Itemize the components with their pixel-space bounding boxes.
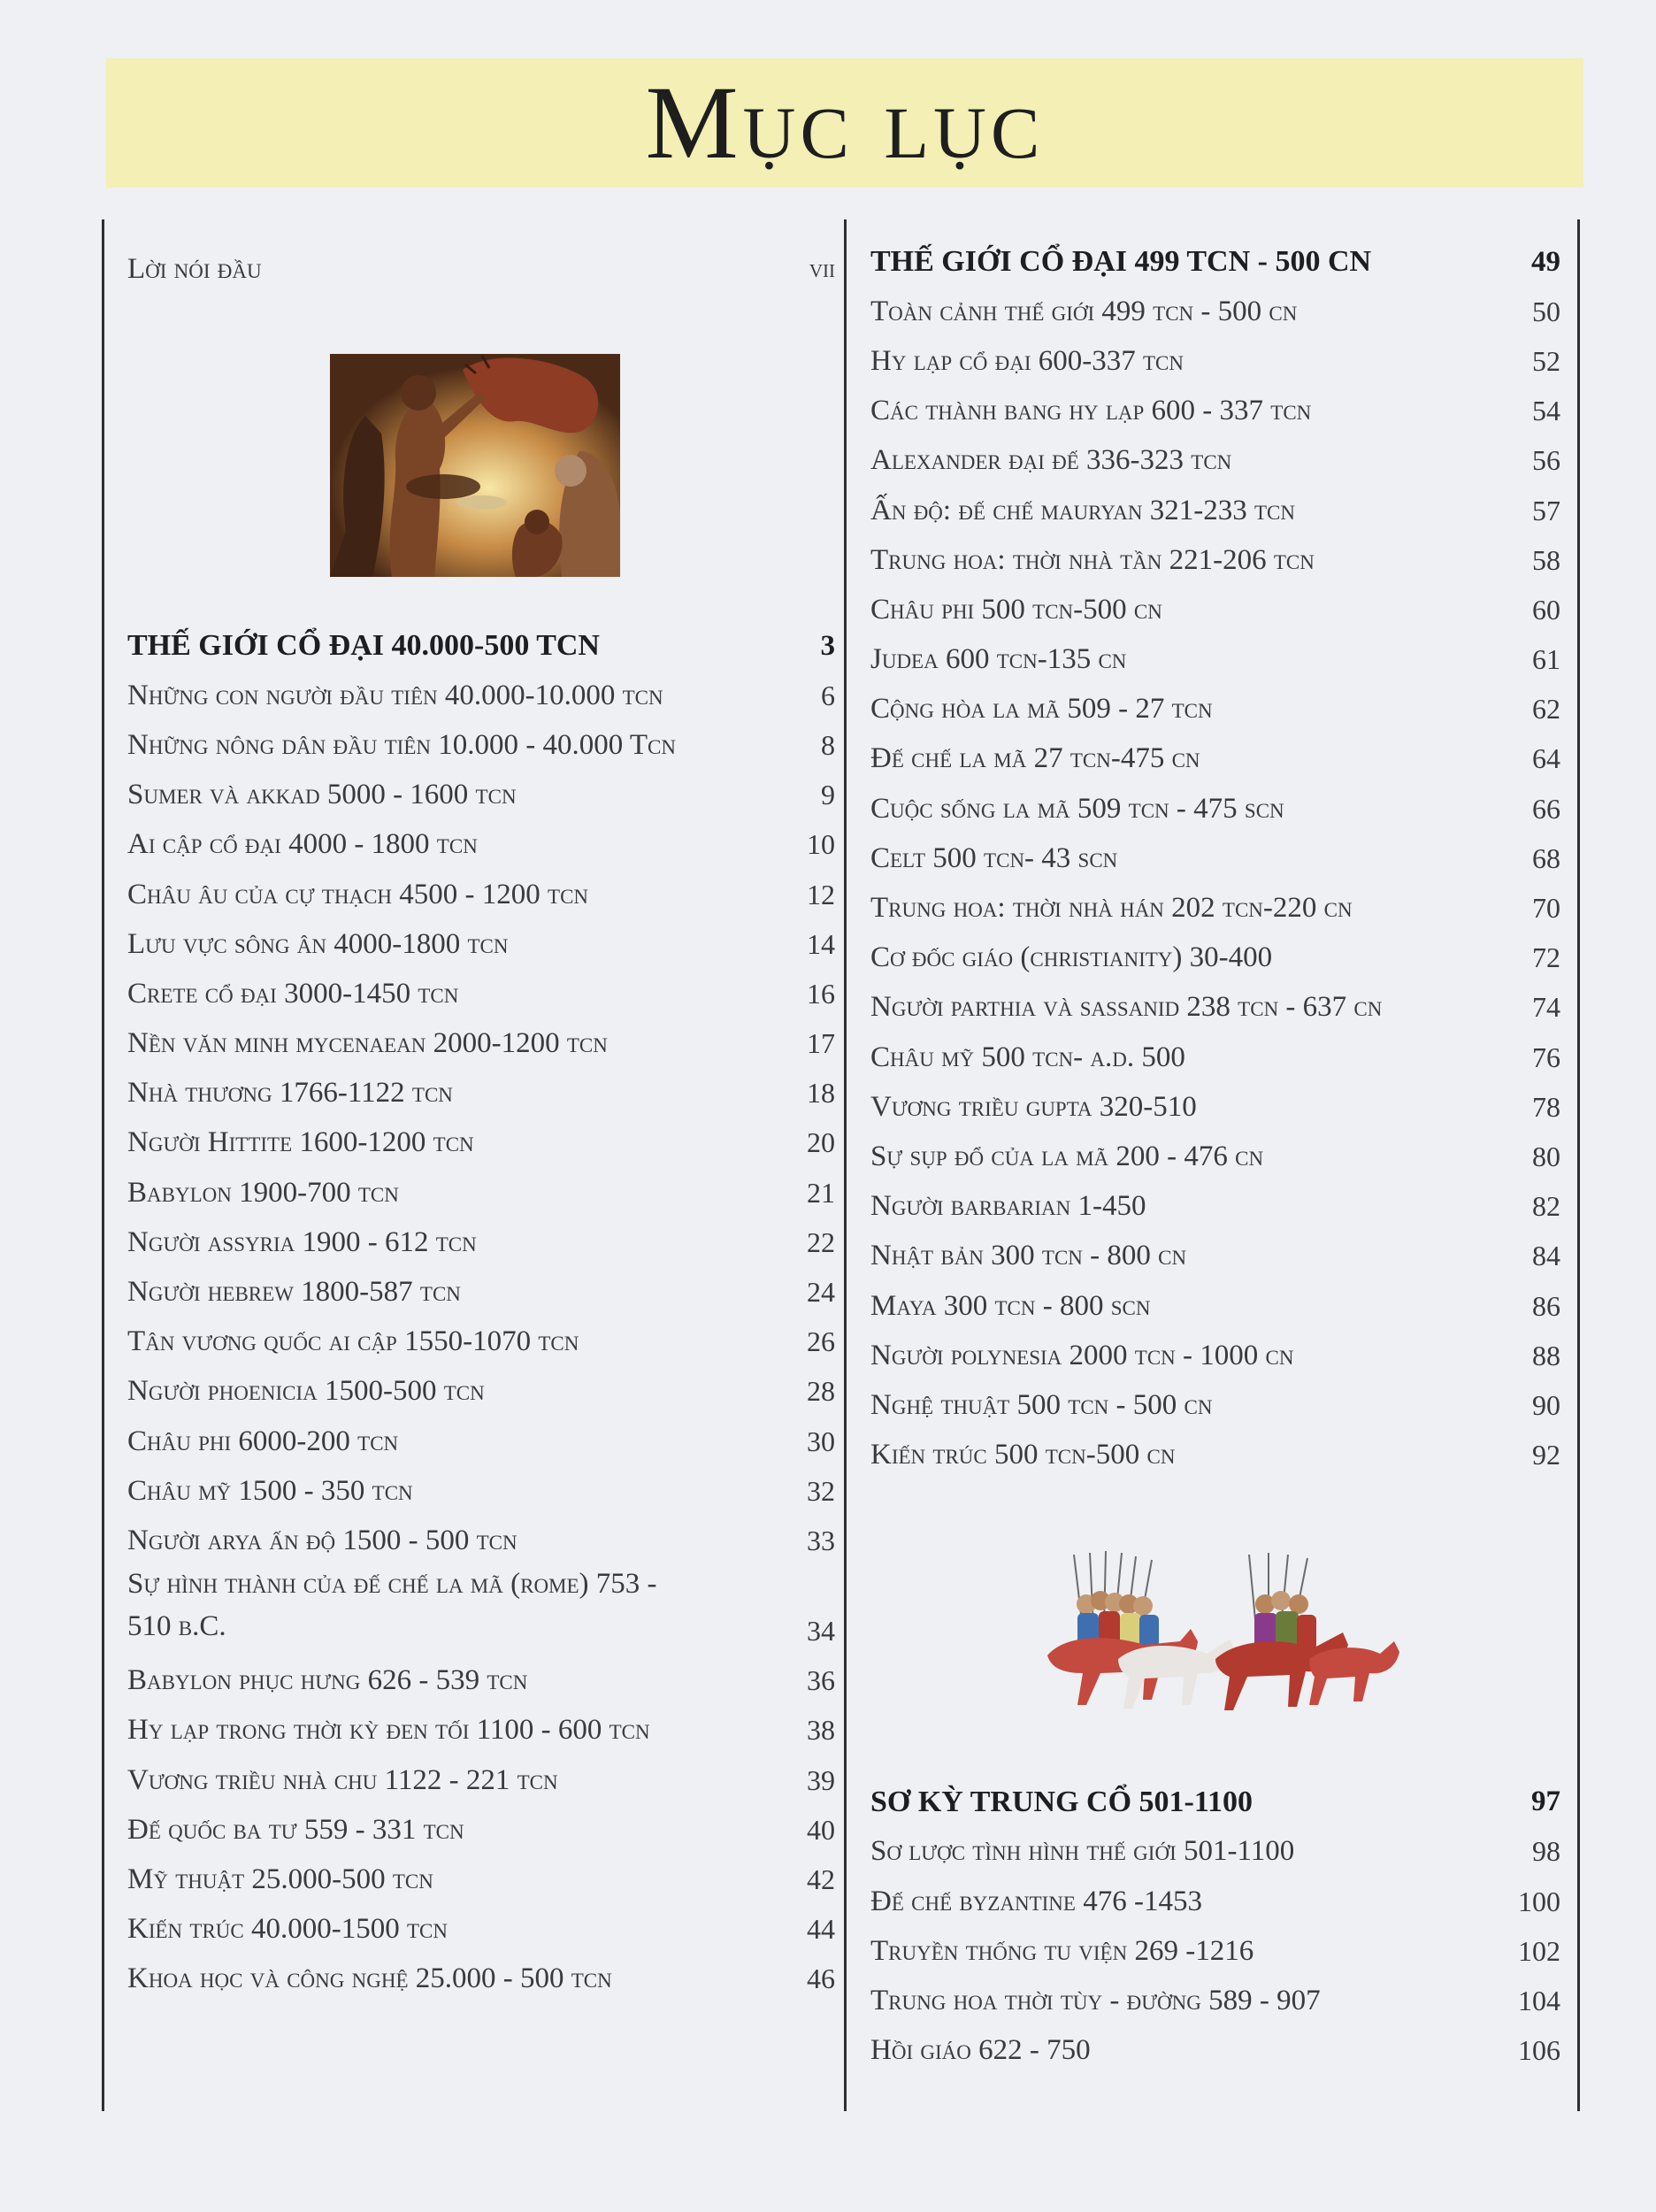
toc-entry[interactable] [870,387,1560,436]
toc-entry[interactable] [127,1755,835,1805]
toc-entry-page: 66 [1532,792,1560,825]
toc-entry-page: 38 [807,1714,835,1747]
section-heading-title: THẾ GIỚI CỔ ĐẠI 499 TCN - 500 CN [870,245,1372,279]
toc-entry-page: 42 [807,1863,835,1895]
toc-entry[interactable] [870,1232,1560,1281]
toc-entry[interactable] [870,535,1560,585]
toc-entry-title: Hy lạp cổ đại 600-337 tcn [870,344,1184,377]
toc-entry-title: Đế quốc ba tư 559 - 331 tcn [127,1813,464,1846]
toc-entry-page: 14 [807,927,835,960]
toc-entry-page: 58 [1532,543,1560,576]
right-rule [1577,219,1580,2111]
toc-entry-title: Người Hittite 1600-1200 tcn [127,1126,474,1159]
toc-entry[interactable] [127,1566,835,1656]
toc-entry[interactable] [127,1417,835,1466]
toc-entry-page: 56 [1532,444,1560,477]
toc-entry[interactable] [127,1267,835,1317]
toc-entry-title: Sự hình thành của đế chế la mã (rome) 753 - 510 b.C. [127,1567,657,1642]
toc-entry-title: Người polynesia 2000 tcn - 1000 cn [870,1339,1294,1371]
toc-entry[interactable] [870,585,1560,634]
toc-entry-page: 6 [821,679,835,711]
left-rule [102,219,104,2111]
toc-entry-title: Ai cập cổ đại 4000 - 1800 tcn [127,828,478,861]
toc-entry[interactable] [127,1317,835,1367]
toc-entry[interactable] [127,1706,835,1755]
toc-entry-title: Kiến trúc 500 tcn-500 cn [870,1439,1176,1471]
toc-entry[interactable] [127,720,835,770]
toc-entry-title: Nghệ thuật 500 tcn - 500 cn [870,1388,1213,1421]
toc-entry[interactable] [870,336,1560,386]
toc-entry[interactable] [870,734,1560,784]
toc-entry[interactable] [870,1132,1560,1181]
title-band [106,58,1583,188]
toc-entry-page: 74 [1532,991,1560,1024]
section-heading-title: THẾ GIỚI CỔ ĐẠI 40.000-500 TCN [127,629,600,663]
toc-entry-page: 80 [1532,1140,1560,1172]
toc-entry-page: 82 [1532,1190,1560,1223]
toc-entry[interactable] [127,919,835,969]
toc-entry-title: Nền văn minh mycenaean 2000-1200 tcn [127,1027,608,1060]
toc-entry-page: 78 [1532,1090,1560,1123]
section-heading-page: 97 [1531,1786,1560,1818]
toc-entry[interactable] [870,1082,1560,1132]
toc-entry-page: 102 [1518,1934,1560,1967]
toc-entry-title: Vương triều gupta 320-510 [870,1090,1197,1123]
toc-entry-title: Các thành bang hy lạp 600 - 337 tcn [870,395,1312,427]
toc-entry-title: Những con người đầu tiên 40.000-10.000 tcn [127,679,663,711]
toc-entry-title: Tân vương quốc ai cập 1550-1070 tcn [127,1325,579,1358]
toc-entry-page: 68 [1532,841,1560,874]
toc-entry-title: Celt 500 tcn- 43 scn [870,841,1118,874]
toc-entry-title: Kiến trúc 40.000-1500 tcn [127,1913,448,1946]
illustration-holder [870,1480,1560,1778]
section-heading-ancient-world-1[interactable] [127,621,835,671]
toc-entry-page: 60 [1532,593,1560,626]
toc-entry[interactable] [127,671,835,720]
toc-entry-page: 18 [807,1077,835,1110]
toc-entry[interactable] [870,685,1560,734]
toc-entry-title: Cộng hòa la mã 509 - 27 tcn [870,693,1213,726]
toc-entry-title: Người barbarian 1-450 [870,1190,1146,1223]
toc-entry-title: Toàn cảnh thế giới 499 tcn - 500 cn [870,295,1298,327]
section-heading-page: 3 [820,629,835,662]
toc-entry-title: Sumer và akkad 5000 - 1600 tcn [127,779,517,811]
toc-entry[interactable] [127,1367,835,1417]
toc-entry-title: Châu mỹ 1500 - 350 tcn [127,1474,413,1507]
toc-entry-title: Trung hoa: thời nhà hán 202 tcn-220 cn [870,892,1353,925]
toc-entry-page: 92 [1532,1439,1560,1471]
preface-title: Lời nói đầu [127,252,262,285]
toc-entry-page: 100 [1518,1885,1560,1917]
toc-entry-title: Khoa học và công nghệ 25.000 - 500 tcn [127,1962,612,1995]
toc-entry-title: Maya 300 tcn - 800 scn [870,1289,1151,1322]
toc-entry-title: Ấn độ: đế chế mauryan 321-233 tcn [870,494,1296,526]
toc-entry-page: 72 [1532,941,1560,974]
toc-entry-page: 36 [807,1664,835,1697]
toc-entry-title: Châu phi 6000-200 tcn [127,1425,399,1457]
toc-entry-title: Châu phi 500 tcn-500 cn [870,593,1162,626]
toc-entry[interactable] [870,1926,1560,1976]
toc-entry-page: 88 [1532,1339,1560,1371]
toc-entry-title: Alexander đại đế 336-323 tcn [870,444,1232,477]
toc-entry-title: Người hebrew 1800-587 tcn [127,1276,461,1309]
toc-entry-title: Người phoenicia 1500-500 tcn [127,1375,485,1408]
page-title: Mục lục [645,65,1045,180]
toc-entry[interactable] [870,983,1560,1033]
toc-entry[interactable] [127,1019,835,1069]
toc-entry-page: 17 [807,1027,835,1060]
toc-entry-page: 61 [1532,643,1560,676]
toc-entry-page: 106 [1518,2034,1560,2067]
toc-entry-page: 8 [821,728,835,761]
toc-entry-title: Cơ đốc giáo (christianity) 30-400 [870,941,1273,974]
toc-entry-page: 10 [807,828,835,861]
toc-entry-title: Babylon 1900-700 tcn [127,1176,399,1209]
toc-entry[interactable] [870,1431,1560,1480]
toc-entry[interactable] [127,1069,835,1118]
toc-entry[interactable] [870,2026,1560,2076]
toc-entry[interactable] [870,784,1560,833]
preface-entry[interactable] [127,246,835,292]
toc-entry[interactable] [127,1905,835,1955]
section-heading-early-middle-ages[interactable] [870,1778,1560,1827]
toc-entry-title: Đế chế byzantine 476 -1453 [870,1885,1202,1917]
toc-entry[interactable] [127,870,835,919]
toc-entry-title: Cuộc sống la mã 509 tcn - 475 scn [870,792,1284,825]
toc-entry-page: 64 [1532,742,1560,775]
toc-entry-title: Nhà thương 1766-1122 tcn [127,1077,453,1110]
toc-entry-title: Người parthia và sassanid 238 tcn - 637 cn [870,991,1383,1024]
center-rule [844,219,847,2111]
toc-entry-page: 44 [807,1913,835,1946]
toc-entry-page: 40 [807,1813,835,1846]
toc-entry[interactable] [127,1466,835,1516]
toc-entry-page: 98 [1532,1835,1560,1868]
toc-entry-page: 104 [1518,1985,1560,2017]
toc-entry-page: 12 [807,878,835,910]
toc-entry-title: Nhật bản 300 tcn - 800 cn [870,1240,1187,1272]
toc-entry-page: 34 [807,1614,835,1647]
toc-entry-title: Sơ lược tình hình thế giới 501-1100 [870,1835,1295,1868]
toc-entry[interactable] [127,1516,835,1565]
toc-entry-page: 9 [821,779,835,811]
toc-entry-title: Vương triều nhà chu 1122 - 221 tcn [127,1763,558,1796]
toc-entry[interactable] [870,1976,1560,2025]
toc-entry-page: 16 [807,977,835,1010]
toc-entry-title: Sự sụp đổ của la mã 200 - 476 cn [870,1140,1264,1172]
toc-entry-title: Người assyria 1900 - 612 tcn [127,1225,477,1258]
toc-entry[interactable] [127,1217,835,1267]
preface-page: vii [809,254,835,283]
toc-entry-title: Mỹ thuật 25.000-500 tcn [127,1863,433,1895]
section-heading-ancient-world-2[interactable] [870,237,1560,287]
toc-entry-page: 86 [1532,1289,1560,1322]
toc-entry-title: Người arya ấn độ 1500 - 500 tcn [127,1524,518,1556]
toc-entry[interactable] [870,436,1560,486]
toc-entry[interactable] [127,820,835,870]
toc-entry-page: 54 [1532,395,1560,427]
horsemen-illustration [1047,1549,1401,1721]
toc-entry-page: 52 [1532,344,1560,377]
toc-entry-title: Hy lạp trong thời kỳ đen tối 1100 - 600 tcn [127,1714,650,1747]
toc-entry[interactable] [870,1033,1560,1082]
toc-entry-page: 21 [807,1176,835,1209]
toc-entry[interactable] [870,1877,1560,1926]
toc-entry-page: 32 [807,1474,835,1507]
toc-entry[interactable] [127,1118,835,1168]
toc-entry-title: Trung hoa thời tùy - đường 589 - 907 [870,1985,1321,2017]
toc-entry[interactable] [870,1827,1560,1877]
toc-entry-title: Đế chế la mã 27 tcn-475 cn [870,742,1200,775]
toc-entry[interactable] [870,1182,1560,1232]
toc-entry-page: 57 [1532,494,1560,526]
toc-entry-page: 39 [807,1763,835,1796]
toc-entry[interactable] [870,883,1560,933]
toc-entry-title: Hồi giáo 622 - 750 [870,2034,1091,2067]
toc-entry-page: 22 [807,1225,835,1258]
toc-entry[interactable] [127,771,835,820]
toc-entry-page: 28 [807,1375,835,1408]
toc-entry[interactable] [870,1331,1560,1380]
toc-entry[interactable] [870,833,1560,883]
toc-entry-page: 26 [807,1325,835,1358]
toc-entry[interactable] [127,1656,835,1706]
cave-painting-illustration [330,354,620,577]
toc-entry-page: 24 [807,1276,835,1309]
right-column [870,237,1560,2076]
toc-entry-page: 20 [807,1126,835,1159]
toc-entry[interactable] [127,1168,835,1217]
toc-entry-page: 46 [807,1962,835,1995]
left-column [127,246,835,2004]
toc-entry-title: Babylon phục hưng 626 - 539 tcn [127,1664,528,1697]
toc-entry[interactable] [870,1281,1560,1331]
toc-entry-page: 76 [1532,1041,1560,1073]
toc-entry-title: Châu âu của cự thạch 4500 - 1200 tcn [127,878,589,910]
toc-entry[interactable] [127,969,835,1018]
toc-entry[interactable] [127,1955,835,2004]
toc-entry-title: Truyền thống tu viện 269 -1216 [870,1934,1254,1967]
toc-entry-title: Crete cổ đại 3000-1450 tcn [127,977,459,1010]
toc-entry[interactable] [870,635,1560,685]
toc-entry-title: Lưu vực sông ân 4000-1800 tcn [127,927,509,960]
toc-entry-page: 84 [1532,1240,1560,1272]
toc-entry-page: 30 [807,1425,835,1457]
section-heading-title: SƠ KỲ TRUNG CỔ 501-1100 [870,1785,1253,1818]
toc-entry-title: Judea 600 tcn-135 cn [870,643,1127,676]
toc-entry-title: Những nông dân đầu tiên 10.000 - 40.000 Tcn [127,728,676,761]
toc-entry[interactable] [127,1805,835,1855]
toc-entry[interactable] [870,933,1560,983]
toc-entry-page: 90 [1532,1388,1560,1421]
toc-entry-page: 70 [1532,892,1560,925]
toc-entry-page: 50 [1532,295,1560,327]
toc-entry[interactable] [870,486,1560,535]
section-heading-page: 49 [1531,245,1560,278]
toc-entry[interactable] [870,1380,1560,1430]
toc-entry-page: 62 [1532,693,1560,726]
toc-entry[interactable] [127,1855,835,1904]
toc-entry-title: Trung hoa: thời nhà tần 221-206 tcn [870,543,1315,576]
toc-entry-page: 33 [807,1524,835,1556]
toc-entry[interactable] [870,287,1560,336]
toc-entry-title: Châu mỹ 500 tcn- a.d. 500 [870,1041,1185,1073]
